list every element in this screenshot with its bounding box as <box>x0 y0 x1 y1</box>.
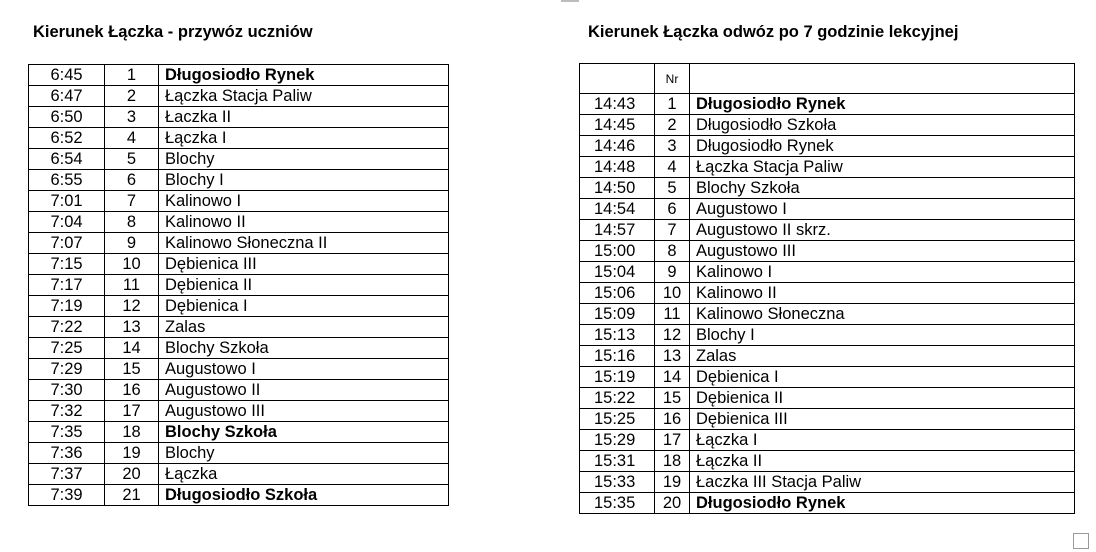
time-cell: 14:54 <box>580 199 655 220</box>
stop-name-cell: Łączka Stacja Paliw <box>690 157 1075 178</box>
stop-number-cell: 11 <box>655 304 690 325</box>
time-cell: 15:29 <box>580 430 655 451</box>
stop-number-cell: 18 <box>105 422 159 443</box>
stop-name-cell: Zalas <box>690 346 1075 367</box>
stop-name-cell: Długosiodło Rynek <box>690 94 1075 115</box>
stop-name-cell: Długosiodło Rynek <box>690 493 1075 514</box>
outbound-schedule-table <box>579 63 1075 514</box>
time-cell: 15:25 <box>580 409 655 430</box>
table-row <box>29 422 449 443</box>
table-row <box>580 94 1075 115</box>
time-cell: 6:50 <box>29 107 105 128</box>
table-row <box>29 338 449 359</box>
time-cell: 7:36 <box>29 443 105 464</box>
time-cell: 14:57 <box>580 220 655 241</box>
time-cell: 7:37 <box>29 464 105 485</box>
time-cell: 14:43 <box>580 94 655 115</box>
table-row <box>580 493 1075 514</box>
time-cell: 7:29 <box>29 359 105 380</box>
table-row <box>580 262 1075 283</box>
header-time-cell <box>580 64 655 94</box>
stop-number-cell: 4 <box>105 128 159 149</box>
stop-number-cell: 13 <box>655 346 690 367</box>
table-row <box>580 199 1075 220</box>
stop-number-cell: 17 <box>655 430 690 451</box>
time-cell: 7:19 <box>29 296 105 317</box>
corner-checkbox-icon <box>1073 533 1089 549</box>
stop-name-cell: Łaczka III Stacja Paliw <box>690 472 1075 493</box>
stop-name-cell: Kalinowo II <box>159 212 449 233</box>
time-cell: 15:13 <box>580 325 655 346</box>
stop-name-cell: Zalas <box>159 317 449 338</box>
stop-number-cell: 1 <box>655 94 690 115</box>
stop-number-cell: 16 <box>105 380 159 401</box>
stop-name-cell: Blochy <box>159 443 449 464</box>
stop-number-cell: 20 <box>655 493 690 514</box>
stop-number-cell: 7 <box>105 191 159 212</box>
stop-number-cell: 12 <box>105 296 159 317</box>
left-table-title: Kierunek Łączka - przywóz uczniów <box>33 23 313 41</box>
stop-name-cell: Kalinowo Słoneczna II <box>159 233 449 254</box>
stop-name-cell: Dębienica III <box>159 254 449 275</box>
stop-name-cell: Łączka I <box>690 430 1075 451</box>
stop-name-cell: Blochy Szkoła <box>159 338 449 359</box>
table-row <box>580 157 1075 178</box>
stop-number-cell: 14 <box>655 367 690 388</box>
stop-number-cell: 14 <box>105 338 159 359</box>
table-row <box>580 283 1075 304</box>
time-cell: 7:22 <box>29 317 105 338</box>
table-row <box>580 409 1075 430</box>
stop-number-cell: 2 <box>655 115 690 136</box>
stop-number-cell: 8 <box>655 241 690 262</box>
table-row <box>580 241 1075 262</box>
stop-name-cell: Blochy Szkoła <box>159 422 449 443</box>
time-cell: 6:52 <box>29 128 105 149</box>
stop-name-cell: Augustowo III <box>159 401 449 422</box>
table-row <box>580 388 1075 409</box>
table-header-row <box>580 64 1075 94</box>
stop-name-cell: Dębienica II <box>159 275 449 296</box>
time-cell: 15:35 <box>580 493 655 514</box>
header-stop-cell <box>690 64 1075 94</box>
stop-number-cell: 5 <box>655 178 690 199</box>
time-cell: 15:04 <box>580 262 655 283</box>
stop-number-cell: 6 <box>105 170 159 191</box>
time-cell: 7:35 <box>29 422 105 443</box>
table-row <box>580 451 1075 472</box>
stop-name-cell: Blochy I <box>690 325 1075 346</box>
stop-number-cell: 1 <box>105 65 159 86</box>
time-cell: 7:01 <box>29 191 105 212</box>
stop-name-cell: Augustowo I <box>690 199 1075 220</box>
stop-name-cell: Długosiodło Szkoła <box>159 485 449 506</box>
table-row <box>580 115 1075 136</box>
time-cell: 15:33 <box>580 472 655 493</box>
stop-name-cell: Łaczka II <box>159 107 449 128</box>
time-cell: 6:45 <box>29 65 105 86</box>
stop-name-cell: Kalinowo I <box>690 262 1075 283</box>
table-row <box>29 212 449 233</box>
stop-name-cell: Długosiodło Szkoła <box>690 115 1075 136</box>
table-row <box>580 220 1075 241</box>
header-nr-cell: Nr <box>655 64 690 94</box>
time-cell: 7:25 <box>29 338 105 359</box>
stop-number-cell: 20 <box>105 464 159 485</box>
table-row <box>29 107 449 128</box>
time-cell: 15:22 <box>580 388 655 409</box>
table-row <box>580 472 1075 493</box>
stop-number-cell: 17 <box>105 401 159 422</box>
time-cell: 7:39 <box>29 485 105 506</box>
stop-name-cell: Blochy Szkoła <box>690 178 1075 199</box>
time-cell: 7:07 <box>29 233 105 254</box>
stop-name-cell: Augustowo II skrz. <box>690 220 1075 241</box>
table-row <box>580 430 1075 451</box>
table-row <box>580 346 1075 367</box>
table-row <box>29 254 449 275</box>
stop-number-cell: 21 <box>105 485 159 506</box>
table-row <box>29 65 449 86</box>
time-cell: 15:09 <box>580 304 655 325</box>
table-row <box>29 296 449 317</box>
table-row <box>29 149 449 170</box>
stop-number-cell: 16 <box>655 409 690 430</box>
stop-name-cell: Augustowo I <box>159 359 449 380</box>
time-cell: 7:04 <box>29 212 105 233</box>
stop-number-cell: 9 <box>655 262 690 283</box>
stop-number-cell: 3 <box>105 107 159 128</box>
stop-number-cell: 10 <box>105 254 159 275</box>
table-row <box>29 359 449 380</box>
table-row <box>29 128 449 149</box>
time-cell: 7:32 <box>29 401 105 422</box>
stop-number-cell: 12 <box>655 325 690 346</box>
stop-number-cell: 2 <box>105 86 159 107</box>
time-cell: 15:00 <box>580 241 655 262</box>
table-row <box>29 86 449 107</box>
table-row <box>580 178 1075 199</box>
stop-number-cell: 6 <box>655 199 690 220</box>
stop-name-cell: Dębienica II <box>690 388 1075 409</box>
table-row <box>29 170 449 191</box>
time-cell: 14:46 <box>580 136 655 157</box>
table-row <box>580 136 1075 157</box>
stop-number-cell: 10 <box>655 283 690 304</box>
stop-name-cell: Augustowo II <box>159 380 449 401</box>
time-cell: 15:06 <box>580 283 655 304</box>
time-cell: 14:50 <box>580 178 655 199</box>
time-cell: 15:19 <box>580 367 655 388</box>
table-row <box>29 485 449 506</box>
stop-number-cell: 15 <box>105 359 159 380</box>
table-row <box>29 401 449 422</box>
stop-name-cell: Dębienica III <box>690 409 1075 430</box>
inbound-schedule-table <box>28 64 449 506</box>
time-cell: 6:54 <box>29 149 105 170</box>
table-row <box>29 464 449 485</box>
table-row <box>580 304 1075 325</box>
page-top-marker <box>561 0 579 2</box>
stop-name-cell: Łączka Stacja Paliw <box>159 86 449 107</box>
stop-number-cell: 11 <box>105 275 159 296</box>
stop-name-cell: Łączka I <box>159 128 449 149</box>
table-row <box>29 275 449 296</box>
stop-name-cell: Kalinowo I <box>159 191 449 212</box>
stop-number-cell: 9 <box>105 233 159 254</box>
stop-name-cell: Kalinowo II <box>690 283 1075 304</box>
stop-name-cell: Augustowo III <box>690 241 1075 262</box>
time-cell: 7:17 <box>29 275 105 296</box>
table-row <box>29 443 449 464</box>
table-row <box>29 317 449 338</box>
stop-name-cell: Kalinowo Słoneczna <box>690 304 1075 325</box>
stop-number-cell: 8 <box>105 212 159 233</box>
table-row <box>580 325 1075 346</box>
stop-number-cell: 19 <box>655 472 690 493</box>
stop-number-cell: 19 <box>105 443 159 464</box>
stop-name-cell: Długosiodło Rynek <box>690 136 1075 157</box>
stop-number-cell: 5 <box>105 149 159 170</box>
time-cell: 6:55 <box>29 170 105 191</box>
table-row <box>580 367 1075 388</box>
stop-name-cell: Łączka II <box>690 451 1075 472</box>
time-cell: 14:45 <box>580 115 655 136</box>
stop-name-cell: Blochy I <box>159 170 449 191</box>
stop-name-cell: Dębienica I <box>159 296 449 317</box>
time-cell: 15:16 <box>580 346 655 367</box>
stop-number-cell: 18 <box>655 451 690 472</box>
stop-number-cell: 15 <box>655 388 690 409</box>
stop-name-cell: Łączka <box>159 464 449 485</box>
time-cell: 14:48 <box>580 157 655 178</box>
stop-name-cell: Blochy <box>159 149 449 170</box>
stop-number-cell: 4 <box>655 157 690 178</box>
stop-number-cell: 13 <box>105 317 159 338</box>
time-cell: 6:47 <box>29 86 105 107</box>
stop-number-cell: 7 <box>655 220 690 241</box>
table-row <box>29 191 449 212</box>
time-cell: 7:30 <box>29 380 105 401</box>
stop-name-cell: Długosiodło Rynek <box>159 65 449 86</box>
right-table-title: Kierunek Łączka odwóz po 7 godzinie lekcyjnej <box>588 23 959 41</box>
stop-number-cell: 3 <box>655 136 690 157</box>
time-cell: 15:31 <box>580 451 655 472</box>
table-row <box>29 233 449 254</box>
stop-name-cell: Dębienica I <box>690 367 1075 388</box>
time-cell: 7:15 <box>29 254 105 275</box>
table-row <box>29 380 449 401</box>
